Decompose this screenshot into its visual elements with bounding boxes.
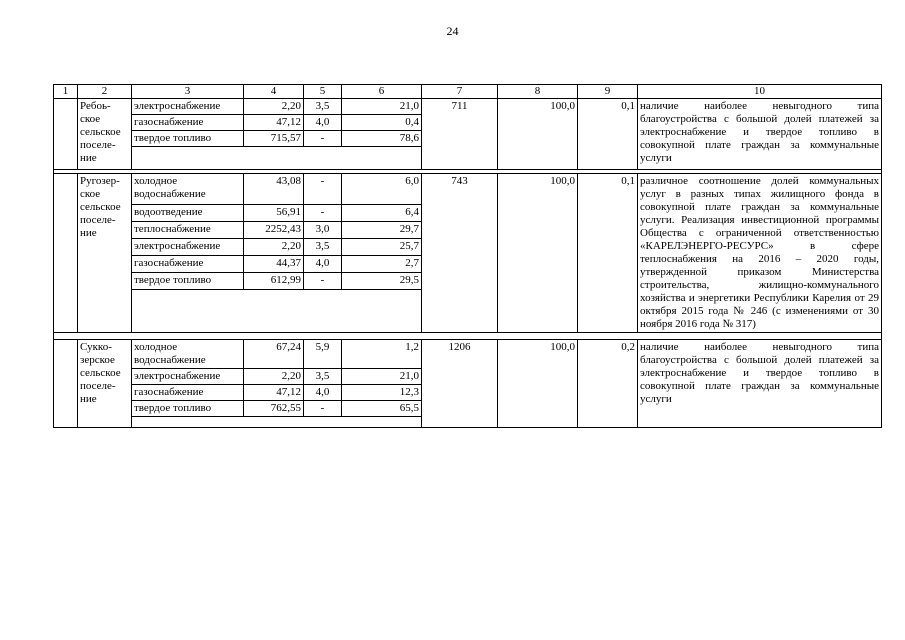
settlement-line: ское	[80, 113, 101, 125]
deviation-cell: 0,1	[578, 174, 638, 333]
service-cell: газоснабжение	[132, 385, 244, 401]
service-cell: электроснабжение	[132, 238, 244, 255]
header-cell: 8	[498, 85, 578, 99]
filler-cell	[132, 417, 244, 428]
settlement-cell	[78, 340, 132, 428]
tariff-cell: 67,24	[244, 340, 304, 369]
row-index-cell	[54, 340, 78, 428]
settlement-line: Ругозер-	[80, 175, 120, 188]
filler-cell	[304, 289, 342, 332]
coverage-cell: 100,0	[498, 99, 578, 170]
index-cell: 4,0	[304, 115, 342, 131]
coverage-cell: 100,0	[498, 340, 578, 428]
tariff-cell: 612,99	[244, 272, 304, 289]
share-cell: 21,0	[342, 369, 422, 385]
filler-cell	[244, 289, 304, 332]
settlement-line: сельское	[80, 201, 121, 214]
tariff-cell: 44,37	[244, 255, 304, 272]
service-cell: электроснабжение	[132, 99, 244, 115]
filler-cell	[304, 417, 342, 428]
tariff-cell: 715,57	[244, 131, 304, 147]
header-cell: 6	[342, 85, 422, 99]
filler-cell	[342, 147, 422, 170]
service-cell: газоснабжение	[132, 115, 244, 131]
index-cell: -	[304, 204, 342, 221]
index-cell: 4,0	[304, 255, 342, 272]
service-cell: теплоснабжение	[132, 221, 244, 238]
settlement-line: ние	[80, 152, 97, 164]
share-cell: 6,0	[342, 174, 422, 205]
settlement-line: поселе-	[80, 139, 116, 151]
settlement-line: поселе-	[80, 214, 116, 227]
settlement-line: ние	[80, 227, 97, 240]
deviation-cell: 0,2	[578, 340, 638, 428]
note-cell: различное соотношение долей коммунальных услуг в разных типах жилищного фонда в совокупной плате граждан за коммунальные услуги. Реализация инвестиционной программы Общества с ограниченной ответственностью «КАРЕЛЭНЕРГО-РЕСУРС» в сфере теплоснабжения на 2016 – 2020 годы, утвержденной приказом Министерства строительства, жилищно-коммунального хозяйства и энергетики Республики Карелия от 29 октября 2015 года № 246 (с изменениями от 30 ноября 2016 года № 317)	[638, 174, 882, 333]
settlement-cell	[78, 174, 132, 333]
index-cell: -	[304, 272, 342, 289]
settlement-line: Сукко-	[80, 341, 112, 354]
index-cell: 3,5	[304, 238, 342, 255]
share-cell: 25,7	[342, 238, 422, 255]
filler-cell	[342, 417, 422, 428]
filler-cell	[342, 289, 422, 332]
service-cell: твердое топливо	[132, 401, 244, 417]
index-cell: -	[304, 401, 342, 417]
row-index-cell	[54, 174, 78, 333]
service-cell: твердое топливо	[132, 131, 244, 147]
share-cell: 0,4	[342, 115, 422, 131]
share-cell: 29,5	[342, 272, 422, 289]
tariff-cell: 47,12	[244, 115, 304, 131]
service-cell: холодное водоснабжение	[132, 174, 244, 205]
service-cell: электроснабжение	[132, 369, 244, 385]
page-number: 24	[446, 24, 459, 38]
settlement-line: ние	[80, 393, 97, 406]
group-gap-row	[54, 333, 882, 340]
filler-cell	[132, 289, 244, 332]
tariff-cell: 2,20	[244, 238, 304, 255]
index-cell: -	[304, 174, 342, 205]
tariff-cell: 56,91	[244, 204, 304, 221]
population-cell: 711	[422, 99, 498, 170]
filler-cell	[132, 147, 244, 170]
note-cell: наличие наиболее невыгодного типа благоустройства с большой долей платежей за электроснабжение и твердое топливо в совокупной плате граждан за коммунальные услуги	[638, 99, 882, 170]
service-cell: холодное водоснабжение	[132, 340, 244, 369]
population-cell: 743	[422, 174, 498, 333]
share-cell: 29,7	[342, 221, 422, 238]
service-cell: твердое топливо	[132, 272, 244, 289]
settlement-line: зерское	[80, 354, 115, 367]
table-row	[54, 99, 882, 115]
filler-cell	[304, 147, 342, 170]
note-cell: наличие наиболее невыгодного типа благоустройства с большой долей платежей за электроснабжение и твердое топливо в совокупной плате граждан за коммунальные услуги	[638, 340, 882, 428]
settlement-line: сельское	[80, 126, 121, 138]
population-cell: 1206	[422, 340, 498, 428]
settlement-line: ское	[80, 188, 101, 201]
share-cell: 2,7	[342, 255, 422, 272]
coverage-cell: 100,0	[498, 174, 578, 333]
index-cell: 4,0	[304, 385, 342, 401]
settlement-line: Ребоь-	[80, 100, 111, 112]
table-row	[54, 174, 882, 205]
header-cell: 10	[638, 85, 882, 99]
share-cell: 6,4	[342, 204, 422, 221]
header-cell: 2	[78, 85, 132, 99]
settlement-line: поселе-	[80, 380, 116, 393]
settlement-line: сельское	[80, 367, 121, 380]
index-cell: -	[304, 131, 342, 147]
index-cell: 5,9	[304, 340, 342, 369]
tariff-cell: 2,20	[244, 369, 304, 385]
header-cell: 9	[578, 85, 638, 99]
header-cell: 5	[304, 85, 342, 99]
gap-cell	[54, 333, 882, 340]
row-index-cell	[54, 99, 78, 170]
header-cell: 3	[132, 85, 244, 99]
tariff-cell: 762,55	[244, 401, 304, 417]
header-cell: 1	[54, 85, 78, 99]
index-cell: 3,5	[304, 369, 342, 385]
tariff-table	[53, 84, 882, 428]
header-cell: 7	[422, 85, 498, 99]
header-row	[54, 85, 882, 99]
tariff-cell: 2,20	[244, 99, 304, 115]
tariff-cell: 47,12	[244, 385, 304, 401]
share-cell: 12,3	[342, 385, 422, 401]
filler-cell	[244, 417, 304, 428]
deviation-cell: 0,1	[578, 99, 638, 170]
filler-cell	[244, 147, 304, 170]
settlement-cell	[78, 99, 132, 170]
table-row	[54, 340, 882, 369]
share-cell: 1,2	[342, 340, 422, 369]
index-cell: 3,5	[304, 99, 342, 115]
tariff-cell: 2252,43	[244, 221, 304, 238]
share-cell: 78,6	[342, 131, 422, 147]
share-cell: 21,0	[342, 99, 422, 115]
share-cell: 65,5	[342, 401, 422, 417]
service-cell: водоотведение	[132, 204, 244, 221]
header-cell: 4	[244, 85, 304, 99]
index-cell: 3,0	[304, 221, 342, 238]
tariff-cell: 43,08	[244, 174, 304, 205]
service-cell: газоснабжение	[132, 255, 244, 272]
